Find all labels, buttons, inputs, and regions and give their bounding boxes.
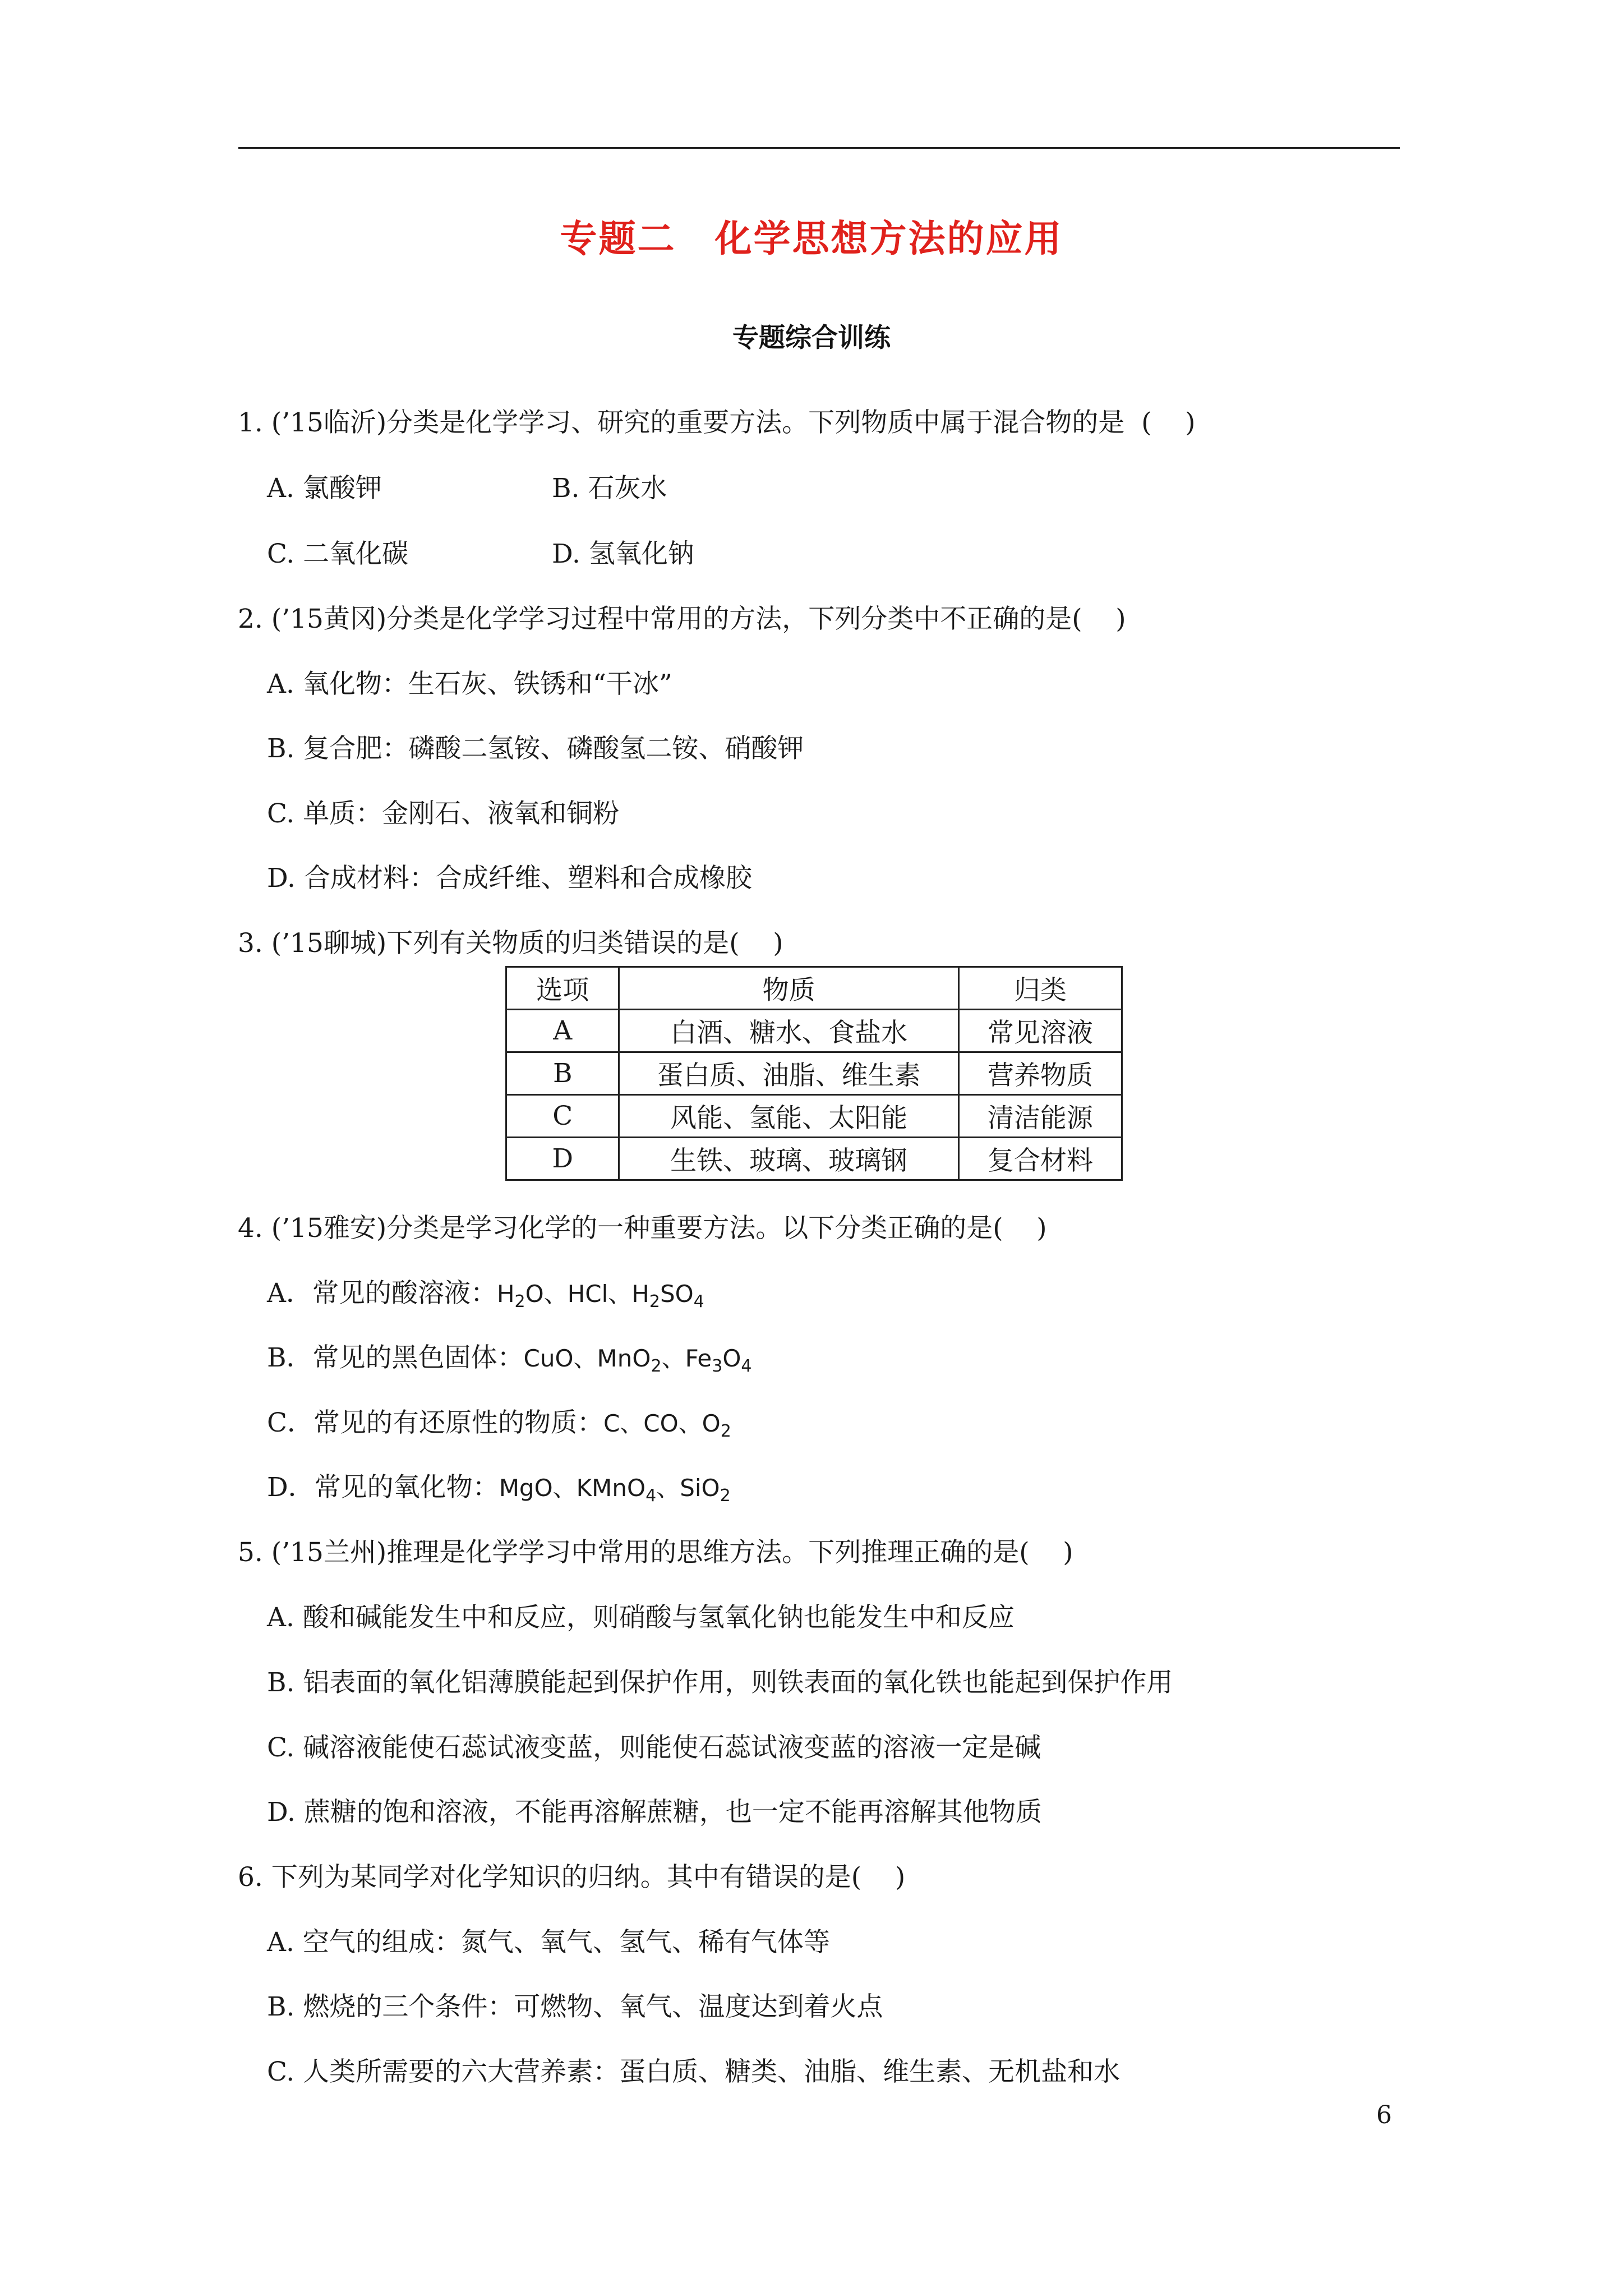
question-2-option-c: C. 单质：金刚石、液氧和铜粉 (267, 798, 620, 829)
question-4-stem: 4. (’15雅安)分类是学习化学的一种重要方法。以下分类正确的是( ) (238, 1213, 1047, 1244)
question-6-stem: 6. 下列为某同学对化学知识的归纳。其中有错误的是( ) (238, 1862, 906, 1893)
table-header-cell: 归类 (958, 967, 1122, 1010)
question-3-table (505, 966, 1123, 1181)
chemical-formula: MgO、KMnO$_4$、SiO$_2$ (499, 1474, 731, 1506)
question-5-option-d: D. 蔗糖的饱和溶液，不能再溶解蔗糖，也一定不能再溶解其他物质 (267, 1797, 1042, 1828)
option-label: D．常见的氧化物： (267, 1472, 499, 1503)
question-1-option-a: A. 氯酸钾 (267, 473, 382, 504)
question-3-stem: 3. (’15聊城)下列有关物质的归类错误的是( ) (238, 928, 783, 959)
section-subtitle: 专题综合训练 (732, 323, 891, 353)
question-5-option-c: C. 碱溶液能使石蕊试液变蓝，则能使石蕊试液变蓝的溶液一定是碱 (267, 1732, 1041, 1763)
question-6-option-b: B. 燃烧的三个条件：可燃物、氧气、温度达到着火点 (267, 1991, 883, 2022)
document-title: 专题二 化学思想方法的应用 (560, 217, 1063, 260)
question-6-option-c: C. 人类所需要的六大营养素：蛋白质、糖类、油脂、维生素、无机盐和水 (267, 2056, 1121, 2087)
chemical-formula: $H_2O$、HCl、$H_2SO_4$ (496, 1280, 704, 1312)
table-cell: 营养物质 (958, 1052, 1122, 1095)
question-4-option-a (267, 1276, 704, 1312)
table-row (506, 1010, 1122, 1052)
question-1-option-b: B. 石灰水 (552, 473, 667, 504)
table-row (506, 1095, 1122, 1138)
table-cell: 生铁、玻璃、玻璃钢 (619, 1138, 958, 1180)
question-5-stem: 5. (’15兰州)推理是化学学习中常用的思维方法。下列推理正确的是( ) (238, 1537, 1073, 1568)
question-2-stem: 2. (’15黄冈)分类是化学学习过程中常用的方法，下列分类中不正确的是( ) (238, 604, 1126, 634)
table-cell: 常见溶液 (958, 1010, 1122, 1052)
page-number: 6 (1376, 2101, 1392, 2129)
table-header-cell: 物质 (619, 967, 958, 1010)
table-cell: 蛋白质、油脂、维生素 (619, 1052, 958, 1095)
option-label: B．常见的黑色固体： (267, 1342, 524, 1373)
table-header-row (506, 967, 1122, 1010)
table-cell: D (506, 1138, 619, 1180)
table-cell: 白酒、糖水、食盐水 (619, 1010, 958, 1052)
table-row (506, 1052, 1122, 1095)
table-cell: C (506, 1095, 619, 1138)
table-cell: 复合材料 (958, 1138, 1122, 1180)
chemical-formula: C、CO、$O_2$ (603, 1410, 731, 1441)
table-cell: B (506, 1052, 619, 1095)
question-4-option-c (267, 1406, 731, 1441)
table-cell: A (506, 1010, 619, 1052)
table-header-cell: 选项 (506, 967, 619, 1010)
table-cell: 清洁能源 (958, 1095, 1122, 1138)
chemical-formula: CuO、MnO$_2$、$Fe_3O_4$ (523, 1345, 752, 1376)
question-2-option-a: A. 氧化物：生石灰、铁锈和“干冰” (267, 669, 672, 700)
question-6-option-a: A. 空气的组成：氮气、氧气、氢气、稀有气体等 (267, 1927, 830, 1958)
question-2-option-b: B. 复合肥：磷酸二氢铵、磷酸氢二铵、硝酸钾 (267, 733, 804, 764)
question-5-option-b: B. 铝表面的氧化铝薄膜能起到保护作用，则铁表面的氧化铁也能起到保护作用 (267, 1667, 1173, 1698)
table-row (506, 1138, 1122, 1180)
question-4-option-b (267, 1341, 752, 1376)
question-4-option-d (267, 1470, 731, 1506)
option-label: A．常见的酸溶液： (267, 1278, 497, 1309)
question-5-option-a: A. 酸和碱能发生中和反应，则硝酸与氢氧化钠也能发生中和反应 (267, 1602, 1015, 1633)
question-2-option-d: D. 合成材料：合成纤维、塑料和合成橡胶 (267, 863, 752, 894)
question-1-stem: 1. (’15临沂)分类是化学学习、研究的重要方法。下列物质中属于混合物的是 ( ) (238, 407, 1196, 438)
option-label: C．常见的有还原性的物质： (267, 1407, 603, 1438)
header-rule (238, 147, 1400, 149)
question-1-option-d: D. 氢氧化钠 (552, 539, 694, 569)
table-cell: 风能、氢能、太阳能 (619, 1095, 958, 1138)
question-1-option-c: C. 二氧化碳 (267, 539, 409, 569)
